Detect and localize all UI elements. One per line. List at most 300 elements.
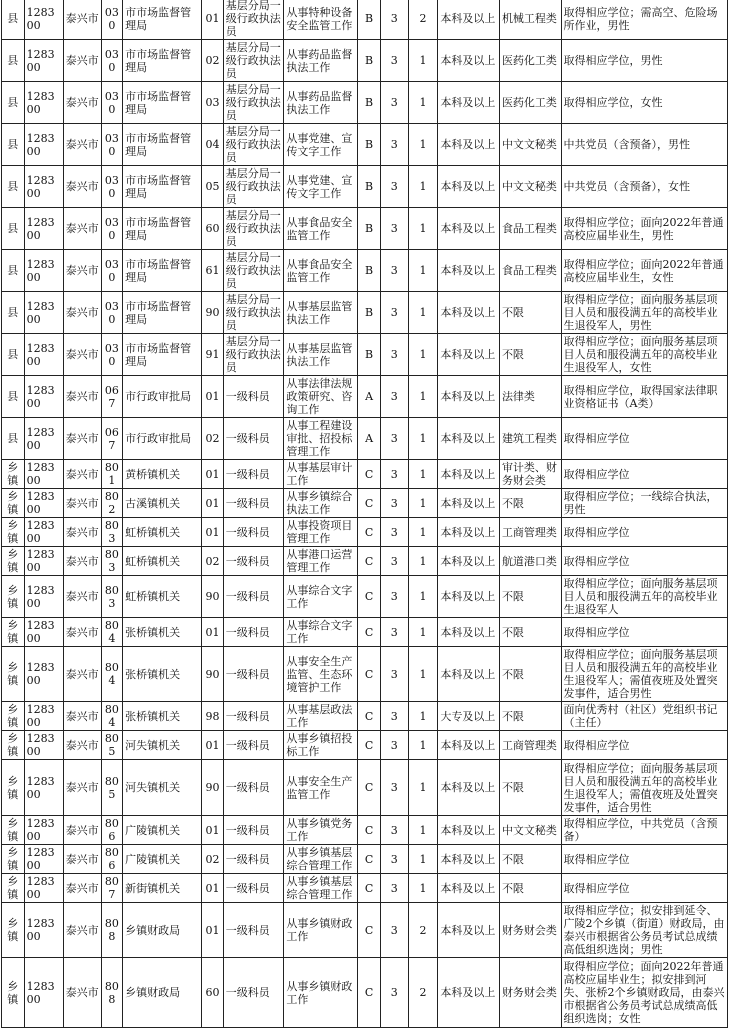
cell-major: 不限 bbox=[499, 845, 561, 874]
cell-dept-name: 市行政审批局 bbox=[123, 376, 202, 418]
cell-dept-name: 市市场监督管理局 bbox=[123, 166, 202, 208]
cell-post-name: 一级科员 bbox=[223, 418, 284, 460]
cell-education: 本科及以上 bbox=[438, 816, 500, 845]
cell-exam-type: C bbox=[358, 816, 381, 845]
cell-hire-count: 1 bbox=[408, 208, 438, 250]
cell-education: 本科及以上 bbox=[438, 418, 500, 460]
cell-dept-code: 804 bbox=[101, 647, 123, 702]
cell-post-code: 02 bbox=[202, 418, 224, 460]
cell-ratio: 3 bbox=[380, 702, 408, 731]
cell-dept-name: 市市场监督管理局 bbox=[123, 124, 202, 166]
cell-hire-count: 1 bbox=[408, 40, 438, 82]
cell-dept-code: 030 bbox=[101, 292, 123, 334]
cell-exam-type: B bbox=[358, 208, 381, 250]
cell-dept-name: 张桥镇机关 bbox=[123, 618, 202, 647]
cell-major: 不限 bbox=[499, 489, 561, 518]
cell-level: 县 bbox=[2, 124, 25, 166]
cell-major: 工商管理类 bbox=[499, 731, 561, 760]
cell-major: 财务财会类 bbox=[499, 903, 561, 958]
cell-other-conditions: 取得相应学位；面向2022年普通高校应届毕业生，男性 bbox=[561, 208, 727, 250]
cell-dept-code: 030 bbox=[101, 40, 123, 82]
cell-post-code: 04 bbox=[202, 124, 224, 166]
cell-city: 泰兴市 bbox=[63, 208, 101, 250]
cell-post-code: 61 bbox=[202, 250, 224, 292]
cell-post-desc: 从事安全生产监管工作 bbox=[284, 760, 358, 816]
cell-education: 本科及以上 bbox=[438, 845, 500, 874]
cell-education: 本科及以上 bbox=[438, 166, 500, 208]
cell-other-conditions: 取得相应学位；面向服务基层项目人员和服役满五年的高校毕业生退役军人 bbox=[561, 576, 727, 618]
table-row bbox=[2, 460, 728, 489]
cell-org-code: 128300 bbox=[24, 40, 63, 82]
cell-org-code: 128300 bbox=[24, 958, 63, 1028]
cell-post-name: 基层分局一级行政执法员 bbox=[223, 208, 284, 250]
table-row bbox=[2, 376, 728, 418]
cell-exam-type: A bbox=[358, 418, 381, 460]
cell-post-code: 01 bbox=[202, 731, 224, 760]
cell-exam-type: C bbox=[358, 618, 381, 647]
cell-city: 泰兴市 bbox=[63, 731, 101, 760]
cell-education: 本科及以上 bbox=[438, 618, 500, 647]
cell-hire-count: 1 bbox=[408, 460, 438, 489]
cell-dept-code: 805 bbox=[101, 731, 123, 760]
cell-post-name: 一级科员 bbox=[223, 903, 284, 958]
cell-post-code: 01 bbox=[202, 903, 224, 958]
cell-org-code: 128300 bbox=[24, 82, 63, 124]
cell-ratio: 3 bbox=[380, 250, 408, 292]
cell-org-code: 128300 bbox=[24, 166, 63, 208]
table-row bbox=[2, 208, 728, 250]
cell-post-name: 基层分局一级行政执法员 bbox=[223, 0, 284, 40]
cell-post-name: 基层分局一级行政执法员 bbox=[223, 166, 284, 208]
cell-post-desc: 从事基层审计工作 bbox=[284, 460, 358, 489]
cell-other-conditions: 中共党员（含预备），男性 bbox=[561, 124, 727, 166]
cell-hire-count: 1 bbox=[408, 334, 438, 376]
table-row bbox=[2, 334, 728, 376]
cell-hire-count: 2 bbox=[408, 903, 438, 958]
cell-ratio: 3 bbox=[380, 418, 408, 460]
cell-exam-type: C bbox=[358, 958, 381, 1028]
cell-dept-code: 802 bbox=[101, 489, 123, 518]
cell-exam-type: C bbox=[358, 647, 381, 702]
cell-major: 不限 bbox=[499, 647, 561, 702]
cell-city: 泰兴市 bbox=[63, 0, 101, 40]
cell-exam-type: C bbox=[358, 460, 381, 489]
cell-dept-code: 803 bbox=[101, 576, 123, 618]
cell-major: 工商管理类 bbox=[499, 518, 561, 547]
table-row bbox=[2, 166, 728, 208]
cell-org-code: 128300 bbox=[24, 731, 63, 760]
cell-exam-type: B bbox=[358, 124, 381, 166]
cell-dept-name: 河失镇机关 bbox=[123, 760, 202, 816]
cell-ratio: 3 bbox=[380, 166, 408, 208]
cell-post-code: 01 bbox=[202, 0, 224, 40]
cell-major: 中文文秘类 bbox=[499, 816, 561, 845]
cell-other-conditions: 取得相应学位，中共党员（含预备） bbox=[561, 816, 727, 845]
table-row bbox=[2, 547, 728, 576]
cell-org-code: 128300 bbox=[24, 702, 63, 731]
cell-dept-code: 803 bbox=[101, 547, 123, 576]
cell-post-desc: 从事工程建设审批、招投标管理工作 bbox=[284, 418, 358, 460]
cell-ratio: 3 bbox=[380, 816, 408, 845]
cell-other-conditions: 取得相应学位 bbox=[561, 547, 727, 576]
cell-city: 泰兴市 bbox=[63, 845, 101, 874]
cell-dept-code: 804 bbox=[101, 618, 123, 647]
cell-dept-code: 808 bbox=[101, 903, 123, 958]
cell-education: 本科及以上 bbox=[438, 874, 500, 903]
cell-post-code: 01 bbox=[202, 489, 224, 518]
cell-level: 乡镇 bbox=[2, 816, 25, 845]
cell-level: 乡镇 bbox=[2, 845, 25, 874]
cell-post-name: 基层分局一级行政执法员 bbox=[223, 82, 284, 124]
cell-post-code: 02 bbox=[202, 40, 224, 82]
cell-ratio: 3 bbox=[380, 874, 408, 903]
cell-hire-count: 1 bbox=[408, 731, 438, 760]
cell-education: 本科及以上 bbox=[438, 518, 500, 547]
cell-education: 本科及以上 bbox=[438, 376, 500, 418]
cell-post-name: 一级科员 bbox=[223, 547, 284, 576]
cell-major: 不限 bbox=[499, 874, 561, 903]
cell-level: 乡镇 bbox=[2, 903, 25, 958]
cell-ratio: 3 bbox=[380, 82, 408, 124]
cell-ratio: 3 bbox=[380, 618, 408, 647]
cell-org-code: 128300 bbox=[24, 460, 63, 489]
cell-major: 不限 bbox=[499, 760, 561, 816]
cell-post-name: 一级科员 bbox=[223, 460, 284, 489]
cell-post-code: 90 bbox=[202, 576, 224, 618]
cell-dept-name: 虹桥镇机关 bbox=[123, 576, 202, 618]
cell-dept-code: 804 bbox=[101, 702, 123, 731]
cell-hire-count: 1 bbox=[408, 618, 438, 647]
table-row bbox=[2, 576, 728, 618]
cell-city: 泰兴市 bbox=[63, 816, 101, 845]
cell-exam-type: C bbox=[358, 845, 381, 874]
cell-hire-count: 1 bbox=[408, 874, 438, 903]
cell-org-code: 128300 bbox=[24, 124, 63, 166]
cell-dept-code: 806 bbox=[101, 816, 123, 845]
cell-education: 本科及以上 bbox=[438, 124, 500, 166]
cell-dept-name: 张桥镇机关 bbox=[123, 702, 202, 731]
cell-education: 本科及以上 bbox=[438, 208, 500, 250]
cell-city: 泰兴市 bbox=[63, 618, 101, 647]
cell-post-desc: 从事综合文字工作 bbox=[284, 618, 358, 647]
cell-hire-count: 1 bbox=[408, 845, 438, 874]
cell-city: 泰兴市 bbox=[63, 166, 101, 208]
cell-level: 乡镇 bbox=[2, 958, 25, 1028]
cell-city: 泰兴市 bbox=[63, 376, 101, 418]
cell-city: 泰兴市 bbox=[63, 702, 101, 731]
cell-education: 本科及以上 bbox=[438, 576, 500, 618]
cell-dept-code: 030 bbox=[101, 0, 123, 40]
cell-post-name: 基层分局一级行政执法员 bbox=[223, 124, 284, 166]
cell-post-code: 01 bbox=[202, 874, 224, 903]
cell-dept-name: 广陵镇机关 bbox=[123, 845, 202, 874]
cell-ratio: 3 bbox=[380, 547, 408, 576]
cell-ratio: 3 bbox=[380, 489, 408, 518]
cell-level: 县 bbox=[2, 250, 25, 292]
table-row bbox=[2, 903, 728, 958]
cell-education: 本科及以上 bbox=[438, 82, 500, 124]
cell-post-desc: 从事党建、宣传文字工作 bbox=[284, 166, 358, 208]
cell-level: 乡镇 bbox=[2, 489, 25, 518]
table-row bbox=[2, 489, 728, 518]
cell-dept-name: 市市场监督管理局 bbox=[123, 208, 202, 250]
cell-other-conditions: 取得相应学位 bbox=[561, 518, 727, 547]
cell-education: 大专及以上 bbox=[438, 702, 500, 731]
cell-dept-code: 067 bbox=[101, 418, 123, 460]
cell-org-code: 128300 bbox=[24, 208, 63, 250]
table-row bbox=[2, 958, 728, 1028]
cell-post-name: 基层分局一级行政执法员 bbox=[223, 334, 284, 376]
cell-other-conditions: 取得相应学位；面向服务基层项目人员和服役满五年的高校毕业生退役军人，男性 bbox=[561, 292, 727, 334]
cell-hire-count: 2 bbox=[408, 958, 438, 1028]
cell-major: 机械工程类 bbox=[499, 0, 561, 40]
cell-dept-name: 市行政审批局 bbox=[123, 418, 202, 460]
cell-ratio: 3 bbox=[380, 376, 408, 418]
cell-post-desc: 从事乡镇综合执法工作 bbox=[284, 489, 358, 518]
cell-education: 本科及以上 bbox=[438, 0, 500, 40]
cell-post-code: 60 bbox=[202, 958, 224, 1028]
cell-exam-type: C bbox=[358, 576, 381, 618]
cell-other-conditions: 取得相应学位；面向服务基层项目人员和服役满五年的高校毕业生退役军人，女性 bbox=[561, 334, 727, 376]
cell-major: 不限 bbox=[499, 292, 561, 334]
cell-level: 县 bbox=[2, 334, 25, 376]
cell-post-name: 基层分局一级行政执法员 bbox=[223, 250, 284, 292]
cell-other-conditions: 取得相应学位 bbox=[561, 618, 727, 647]
cell-education: 本科及以上 bbox=[438, 250, 500, 292]
cell-post-desc: 从事乡镇基层综合管理工作 bbox=[284, 845, 358, 874]
cell-org-code: 128300 bbox=[24, 547, 63, 576]
cell-dept-name: 虹桥镇机关 bbox=[123, 547, 202, 576]
cell-other-conditions: 取得相应学位，取得国家法律职业资格证书（A类） bbox=[561, 376, 727, 418]
cell-dept-name: 市市场监督管理局 bbox=[123, 292, 202, 334]
cell-post-desc: 从事投资项目管理工作 bbox=[284, 518, 358, 547]
cell-level: 县 bbox=[2, 82, 25, 124]
cell-org-code: 128300 bbox=[24, 376, 63, 418]
cell-major: 财务财会类 bbox=[499, 958, 561, 1028]
cell-ratio: 3 bbox=[380, 0, 408, 40]
cell-org-code: 128300 bbox=[24, 903, 63, 958]
table-row bbox=[2, 124, 728, 166]
cell-post-name: 一级科员 bbox=[223, 760, 284, 816]
table-row bbox=[2, 618, 728, 647]
cell-post-desc: 从事乡镇招投标工作 bbox=[284, 731, 358, 760]
cell-education: 本科及以上 bbox=[438, 40, 500, 82]
cell-other-conditions: 取得相应学位 bbox=[561, 845, 727, 874]
cell-org-code: 128300 bbox=[24, 874, 63, 903]
cell-other-conditions: 取得相应学位；需高空、危险场所作业，男性 bbox=[561, 0, 727, 40]
cell-hire-count: 1 bbox=[408, 816, 438, 845]
cell-city: 泰兴市 bbox=[63, 760, 101, 816]
table-row bbox=[2, 874, 728, 903]
cell-other-conditions: 取得相应学位 bbox=[561, 418, 727, 460]
cell-ratio: 3 bbox=[380, 903, 408, 958]
cell-education: 本科及以上 bbox=[438, 292, 500, 334]
cell-other-conditions: 取得相应学位；面向服务基层项目人员和服役满五年的高校毕业生退役军人；需值夜班及处置突发事件，适合男性 bbox=[561, 647, 727, 702]
cell-level: 乡镇 bbox=[2, 518, 25, 547]
cell-dept-code: 803 bbox=[101, 518, 123, 547]
cell-post-code: 01 bbox=[202, 518, 224, 547]
cell-post-desc: 从事党建、宣传文字工作 bbox=[284, 124, 358, 166]
cell-exam-type: B bbox=[358, 82, 381, 124]
cell-org-code: 128300 bbox=[24, 618, 63, 647]
cell-other-conditions: 面向优秀村（社区）党组织书记（主任） bbox=[561, 702, 727, 731]
cell-ratio: 3 bbox=[380, 647, 408, 702]
cell-city: 泰兴市 bbox=[63, 958, 101, 1028]
cell-city: 泰兴市 bbox=[63, 334, 101, 376]
table-row bbox=[2, 292, 728, 334]
cell-exam-type: B bbox=[358, 40, 381, 82]
cell-level: 县 bbox=[2, 0, 25, 40]
cell-dept-code: 067 bbox=[101, 376, 123, 418]
cell-post-desc: 从事食品安全监管工作 bbox=[284, 250, 358, 292]
table-row bbox=[2, 82, 728, 124]
cell-org-code: 128300 bbox=[24, 816, 63, 845]
cell-dept-name: 乡镇财政局 bbox=[123, 958, 202, 1028]
table-row bbox=[2, 0, 728, 40]
cell-post-desc: 从事食品安全监管工作 bbox=[284, 208, 358, 250]
cell-major: 中文文秘类 bbox=[499, 124, 561, 166]
cell-ratio: 3 bbox=[380, 731, 408, 760]
cell-post-code: 98 bbox=[202, 702, 224, 731]
cell-dept-code: 808 bbox=[101, 958, 123, 1028]
cell-city: 泰兴市 bbox=[63, 460, 101, 489]
cell-hire-count: 1 bbox=[408, 518, 438, 547]
cell-dept-code: 030 bbox=[101, 250, 123, 292]
cell-dept-code: 030 bbox=[101, 166, 123, 208]
cell-ratio: 3 bbox=[380, 124, 408, 166]
cell-hire-count: 1 bbox=[408, 547, 438, 576]
cell-org-code: 128300 bbox=[24, 647, 63, 702]
cell-other-conditions: 取得相应学位，女性 bbox=[561, 82, 727, 124]
table-row bbox=[2, 40, 728, 82]
cell-post-name: 一级科员 bbox=[223, 618, 284, 647]
cell-exam-type: C bbox=[358, 702, 381, 731]
cell-hire-count: 1 bbox=[408, 489, 438, 518]
cell-ratio: 3 bbox=[380, 292, 408, 334]
table-row bbox=[2, 845, 728, 874]
cell-post-name: 一级科员 bbox=[223, 731, 284, 760]
cell-city: 泰兴市 bbox=[63, 547, 101, 576]
cell-level: 县 bbox=[2, 166, 25, 208]
cell-hire-count: 2 bbox=[408, 0, 438, 40]
cell-post-name: 基层分局一级行政执法员 bbox=[223, 292, 284, 334]
cell-exam-type: C bbox=[358, 760, 381, 816]
position-table bbox=[1, 0, 728, 1028]
cell-hire-count: 1 bbox=[408, 166, 438, 208]
cell-other-conditions: 取得相应学位 bbox=[561, 731, 727, 760]
cell-city: 泰兴市 bbox=[63, 418, 101, 460]
cell-dept-code: 801 bbox=[101, 460, 123, 489]
cell-other-conditions: 中共党员（含预备），女性 bbox=[561, 166, 727, 208]
cell-org-code: 128300 bbox=[24, 292, 63, 334]
cell-org-code: 128300 bbox=[24, 250, 63, 292]
cell-dept-code: 030 bbox=[101, 208, 123, 250]
cell-city: 泰兴市 bbox=[63, 903, 101, 958]
cell-education: 本科及以上 bbox=[438, 958, 500, 1028]
cell-post-name: 一级科员 bbox=[223, 874, 284, 903]
cell-post-desc: 从事乡镇财政工作 bbox=[284, 958, 358, 1028]
cell-post-desc: 从事特种设备安全监管工作 bbox=[284, 0, 358, 40]
cell-exam-type: B bbox=[358, 166, 381, 208]
cell-education: 本科及以上 bbox=[438, 489, 500, 518]
cell-major: 航道港口类 bbox=[499, 547, 561, 576]
cell-dept-code: 806 bbox=[101, 845, 123, 874]
cell-exam-type: C bbox=[358, 547, 381, 576]
cell-city: 泰兴市 bbox=[63, 250, 101, 292]
cell-dept-name: 新街镇机关 bbox=[123, 874, 202, 903]
cell-post-desc: 从事乡镇党务工作 bbox=[284, 816, 358, 845]
cell-major: 食品工程类 bbox=[499, 250, 561, 292]
cell-post-code: 01 bbox=[202, 460, 224, 489]
table-row bbox=[2, 250, 728, 292]
cell-post-name: 基层分局一级行政执法员 bbox=[223, 40, 284, 82]
cell-hire-count: 1 bbox=[408, 760, 438, 816]
cell-major: 建筑工程类 bbox=[499, 418, 561, 460]
cell-org-code: 128300 bbox=[24, 576, 63, 618]
cell-post-code: 90 bbox=[202, 292, 224, 334]
cell-education: 本科及以上 bbox=[438, 334, 500, 376]
cell-dept-name: 张桥镇机关 bbox=[123, 647, 202, 702]
cell-post-name: 一级科员 bbox=[223, 816, 284, 845]
cell-post-desc: 从事基层监管执法工作 bbox=[284, 334, 358, 376]
cell-post-name: 一级科员 bbox=[223, 702, 284, 731]
cell-ratio: 3 bbox=[380, 760, 408, 816]
cell-dept-name: 市市场监督管理局 bbox=[123, 0, 202, 40]
cell-dept-name: 市市场监督管理局 bbox=[123, 82, 202, 124]
cell-hire-count: 1 bbox=[408, 292, 438, 334]
cell-dept-name: 乡镇财政局 bbox=[123, 903, 202, 958]
cell-dept-name: 市市场监督管理局 bbox=[123, 40, 202, 82]
cell-post-desc: 从事药品监督执法工作 bbox=[284, 82, 358, 124]
cell-hire-count: 1 bbox=[408, 82, 438, 124]
cell-exam-type: C bbox=[358, 874, 381, 903]
cell-post-desc: 从事法律法规政策研究、咨询工作 bbox=[284, 376, 358, 418]
cell-city: 泰兴市 bbox=[63, 124, 101, 166]
cell-major: 中文文秘类 bbox=[499, 166, 561, 208]
cell-education: 本科及以上 bbox=[438, 731, 500, 760]
cell-post-code: 60 bbox=[202, 208, 224, 250]
cell-education: 本科及以上 bbox=[438, 547, 500, 576]
cell-city: 泰兴市 bbox=[63, 518, 101, 547]
cell-level: 乡镇 bbox=[2, 760, 25, 816]
cell-post-name: 一级科员 bbox=[223, 376, 284, 418]
cell-other-conditions: 取得相应学位 bbox=[561, 874, 727, 903]
cell-dept-name: 虹桥镇机关 bbox=[123, 518, 202, 547]
cell-post-code: 05 bbox=[202, 166, 224, 208]
cell-post-code: 01 bbox=[202, 618, 224, 647]
table-row bbox=[2, 731, 728, 760]
cell-major: 不限 bbox=[499, 618, 561, 647]
cell-level: 乡镇 bbox=[2, 618, 25, 647]
cell-dept-code: 030 bbox=[101, 82, 123, 124]
cell-other-conditions: 取得相应学位；面向服务基层项目人员和服役满五年的高校毕业生退役军人；需值夜班及处置突发事件，适合男性 bbox=[561, 760, 727, 816]
cell-org-code: 128300 bbox=[24, 418, 63, 460]
cell-exam-type: C bbox=[358, 731, 381, 760]
cell-other-conditions: 取得相应学位；一线综合执法，男性 bbox=[561, 489, 727, 518]
table-row bbox=[2, 702, 728, 731]
cell-post-desc: 从事综合文字工作 bbox=[284, 576, 358, 618]
cell-dept-name: 广陵镇机关 bbox=[123, 816, 202, 845]
cell-education: 本科及以上 bbox=[438, 460, 500, 489]
cell-org-code: 128300 bbox=[24, 845, 63, 874]
cell-level: 乡镇 bbox=[2, 731, 25, 760]
cell-major: 不限 bbox=[499, 576, 561, 618]
cell-major: 食品工程类 bbox=[499, 208, 561, 250]
cell-level: 县 bbox=[2, 418, 25, 460]
cell-exam-type: B bbox=[358, 334, 381, 376]
cell-exam-type: C bbox=[358, 489, 381, 518]
cell-dept-code: 807 bbox=[101, 874, 123, 903]
